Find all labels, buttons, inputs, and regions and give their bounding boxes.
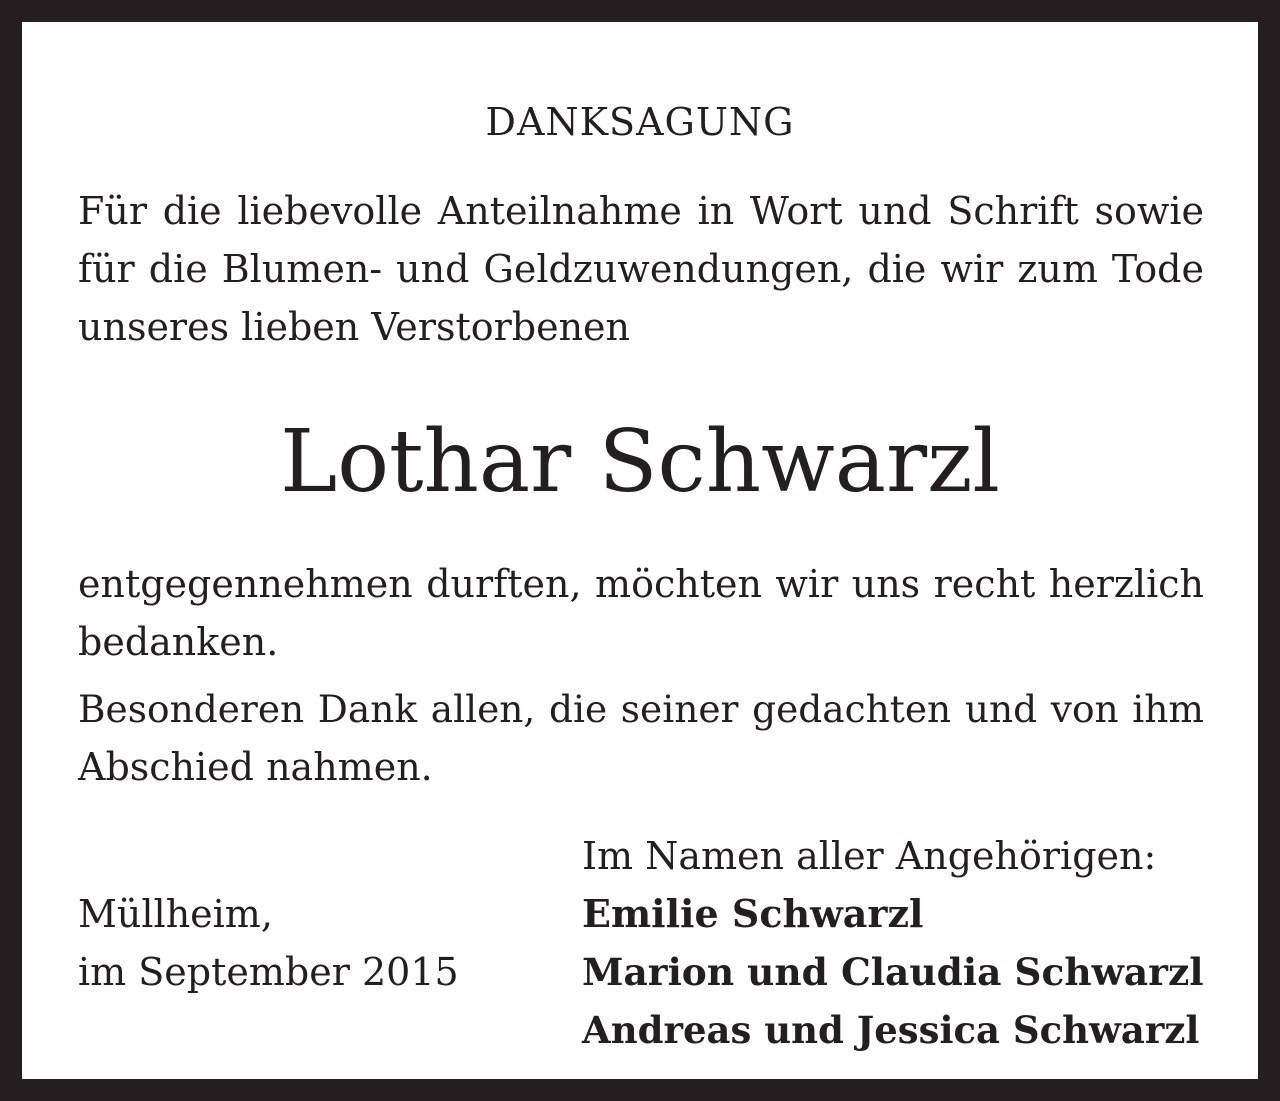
- place: Müllheim,: [78, 892, 273, 936]
- deceased-name: Lothar Schwarzl: [280, 412, 1000, 512]
- body-line: bedanken.: [78, 620, 279, 664]
- notice-heading: DANKSAGUNG: [485, 100, 795, 144]
- thanks-line: Abschied nahmen.: [78, 745, 433, 789]
- thanks-paragraph: [78, 680, 1204, 796]
- intro-line: für die Blumen- und Geldzuwendungen, die wir zum Tode: [78, 247, 1204, 291]
- signer-name: Marion und Claudia Schwarzl: [582, 950, 1204, 994]
- intro-line: Für die liebevolle Anteilnahme in Wort und Schrift sowie: [78, 189, 1204, 233]
- body-line: entgegennehmen durften, möchten wir uns recht herzlich: [78, 562, 1204, 606]
- signers-block: [582, 827, 1204, 1059]
- intro-line: unseres lieben Verstorbenen: [78, 305, 631, 349]
- signers-intro: Im Namen aller Angehörigen:: [582, 834, 1157, 878]
- thanks-line: Besonderen Dank allen, die seiner gedachten und von ihm: [78, 687, 1204, 731]
- place-date: [78, 885, 459, 1001]
- date: im September 2015: [78, 950, 459, 994]
- body-paragraph: [78, 555, 1204, 671]
- signer-name: Andreas und Jessica Schwarzl: [582, 1008, 1200, 1052]
- intro-paragraph: [78, 182, 1204, 356]
- signer-name: Emilie Schwarzl: [582, 891, 924, 936]
